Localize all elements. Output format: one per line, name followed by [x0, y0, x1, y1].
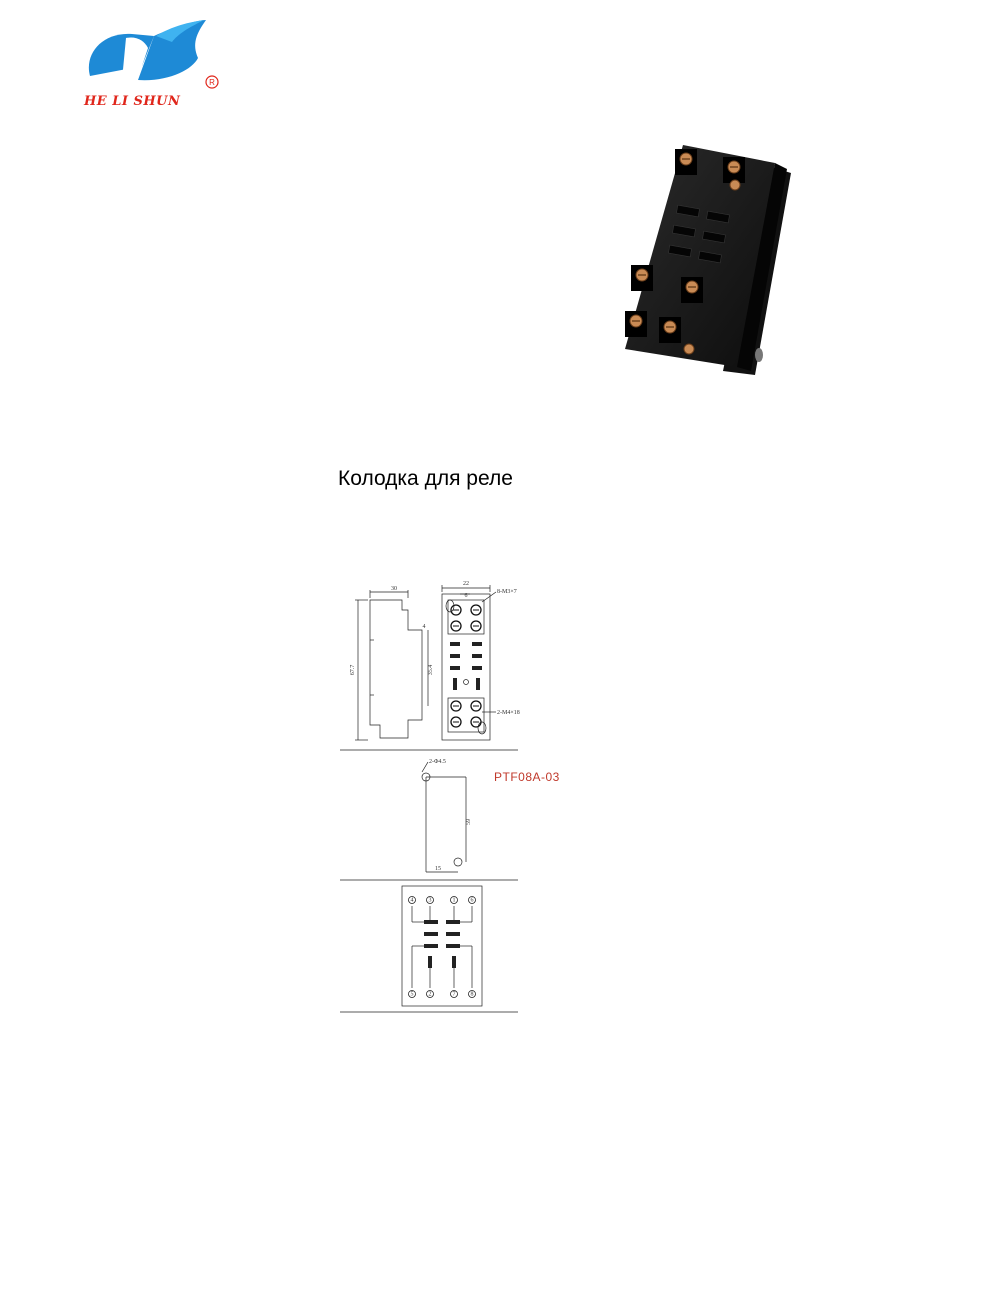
dim-side-notch: 4: [422, 624, 426, 630]
technical-drawing: [340, 570, 540, 1020]
terminal-number: 2: [428, 991, 432, 998]
registered-mark: R: [209, 78, 215, 87]
terminal-number: 6: [470, 897, 474, 904]
dimension-drawing: [340, 570, 540, 1020]
dim-side-inner: 35.4: [428, 664, 434, 676]
dim-mount-vertical: 59: [466, 819, 472, 825]
terminal-number: 4: [410, 897, 414, 904]
dim-mount-horizontal: 15: [435, 866, 441, 872]
screw-spec-bottom: 2-M4×18: [497, 710, 520, 716]
terminal-number: 5: [410, 991, 414, 998]
screw-spec-top: 8-M3×7: [497, 589, 517, 595]
dim-terminal-pitch: 6: [464, 593, 468, 599]
brand-name: HE LI SHUN: [84, 94, 181, 109]
model-number: PTF08A-03: [494, 770, 560, 784]
relay-socket-photo: [605, 135, 805, 395]
terminal-number: 3: [428, 897, 432, 904]
relay-socket-photo-icon: [605, 135, 805, 395]
dim-side-height: 67.7: [350, 664, 356, 676]
terminal-number: 8: [470, 991, 474, 998]
terminal-number: 1: [452, 897, 456, 904]
dim-side-width: 30: [391, 586, 397, 592]
terminal-number: 7: [452, 991, 456, 998]
mount-hole-spec: 2-Φ4.5: [429, 759, 446, 765]
product-title: Колодка для реле: [338, 467, 513, 490]
dim-front-width: 22: [463, 581, 469, 587]
